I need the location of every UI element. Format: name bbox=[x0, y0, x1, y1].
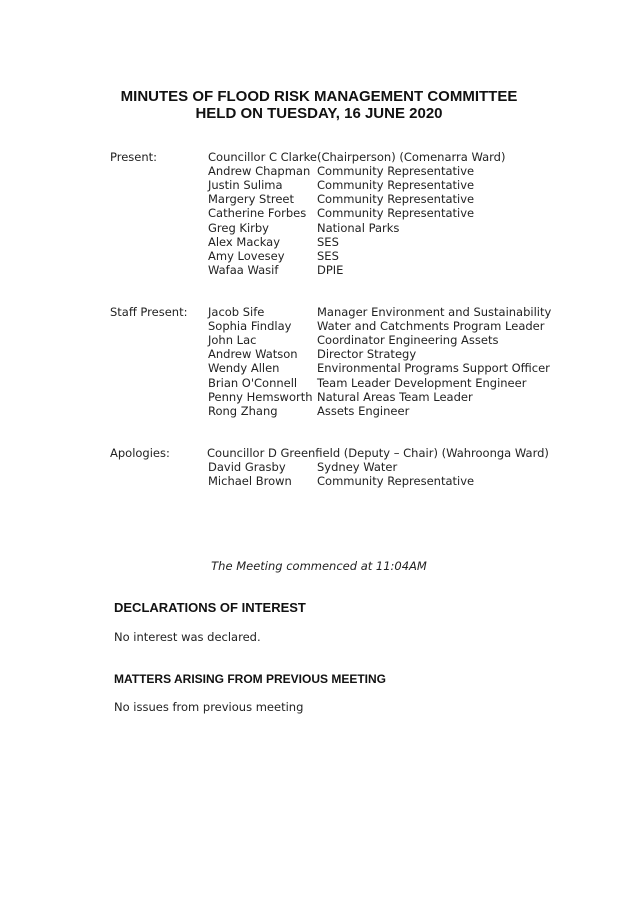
attendee-row bbox=[110, 150, 610, 164]
attendee-role: Director Strategy bbox=[317, 347, 417, 362]
attendee-role: (Chairperson) (Comenarra Ward) bbox=[317, 150, 506, 164]
attendee-name: Alex Mackay bbox=[208, 234, 280, 249]
attendee-name: Amy Lovesey bbox=[208, 248, 285, 263]
matters-text: No issues from previous meeting bbox=[114, 700, 304, 714]
meeting-commenced: The Meeting commenced at 11:04AM bbox=[211, 559, 427, 573]
attendee-name: Andrew Watson bbox=[208, 347, 298, 362]
attendee-role: Environmental Programs Support Officer bbox=[317, 361, 550, 376]
attendee-row bbox=[110, 206, 610, 220]
attendee-name: Margery Street bbox=[208, 192, 295, 207]
attendee-row bbox=[110, 192, 610, 206]
title-line-1: MINUTES OF FLOOD RISK MANAGEMENT COMMITTEE bbox=[120, 88, 518, 105]
attendee-role: SES bbox=[317, 248, 339, 263]
attendee-name: Brian O'Connell bbox=[208, 375, 298, 390]
attendee-role: Community Representative bbox=[317, 164, 475, 179]
attendee-name: Rong Zhang bbox=[208, 403, 278, 418]
attendee-name: Sophia Findlay bbox=[208, 319, 292, 334]
attendee-name: Catherine Forbes bbox=[208, 206, 307, 221]
attendee-row bbox=[110, 404, 610, 418]
attendee-role: Community Representative bbox=[317, 206, 475, 221]
attendee-row bbox=[110, 305, 610, 319]
attendee-row bbox=[110, 333, 610, 347]
attendee-name: Councillor C Clarke bbox=[208, 150, 317, 164]
attendee-role: SES bbox=[317, 234, 339, 249]
attendee-name: Wendy Allen bbox=[208, 361, 280, 376]
matters-heading: MATTERS ARISING FROM PREVIOUS MEETING bbox=[114, 672, 387, 686]
attendee-name: Wafaa Wasif bbox=[208, 262, 279, 277]
attendee-row bbox=[110, 460, 610, 474]
attendee-name: Justin Sulima bbox=[208, 178, 283, 193]
attendee-role: Coordinator Engineering Assets bbox=[317, 333, 499, 348]
attendee-name: Andrew Chapman bbox=[208, 164, 311, 179]
attendee-role: Assets Engineer bbox=[317, 403, 410, 418]
attendee-row bbox=[110, 263, 610, 277]
attendee-role: National Parks bbox=[317, 220, 400, 235]
attendee-name: Penny Hemsworth bbox=[208, 389, 313, 404]
attendee-row bbox=[110, 390, 610, 404]
attendee-name: David Grasby bbox=[208, 460, 286, 475]
attendee-name: Jacob Sife bbox=[208, 305, 265, 319]
attendee-role: Community Representative bbox=[317, 178, 475, 193]
attendee-role: Team Leader Development Engineer bbox=[317, 375, 527, 390]
apologies-label: Apologies: bbox=[110, 446, 170, 460]
attendee-row bbox=[110, 474, 610, 488]
attendee-row bbox=[110, 235, 610, 249]
present-label: Present: bbox=[110, 150, 158, 164]
attendee-row bbox=[110, 376, 610, 390]
attendee-row bbox=[110, 164, 610, 178]
declarations-text: No interest was declared. bbox=[114, 630, 261, 644]
attendee-role: Natural Areas Team Leader bbox=[317, 389, 473, 404]
declarations-heading: DECLARATIONS OF INTEREST bbox=[114, 600, 306, 615]
attendee-name: Michael Brown bbox=[208, 474, 292, 489]
title-line-2: HELD ON TUESDAY, 16 JUNE 2020 bbox=[195, 105, 443, 122]
attendee-row bbox=[110, 361, 610, 375]
apology-first: Councillor D Greenfield (Deputy – Chair) (Wahroonga Ward) bbox=[207, 446, 549, 460]
attendee-row bbox=[110, 347, 610, 361]
attendee-row bbox=[110, 178, 610, 192]
attendee-role: Sydney Water bbox=[317, 460, 398, 475]
attendee-name: Greg Kirby bbox=[208, 220, 269, 235]
attendee-row bbox=[110, 221, 610, 235]
attendee-role: Community Representative bbox=[317, 474, 475, 489]
staff-label: Staff Present: bbox=[110, 305, 188, 319]
attendee-row bbox=[110, 319, 610, 333]
attendee-name: John Lac bbox=[208, 333, 257, 348]
attendee-role: Manager Environment and Sustainability bbox=[317, 305, 552, 319]
attendee-row bbox=[110, 249, 610, 263]
attendee-role: Community Representative bbox=[317, 192, 475, 207]
attendee-role: DPIE bbox=[317, 262, 344, 277]
attendee-role: Water and Catchments Program Leader bbox=[317, 319, 545, 334]
